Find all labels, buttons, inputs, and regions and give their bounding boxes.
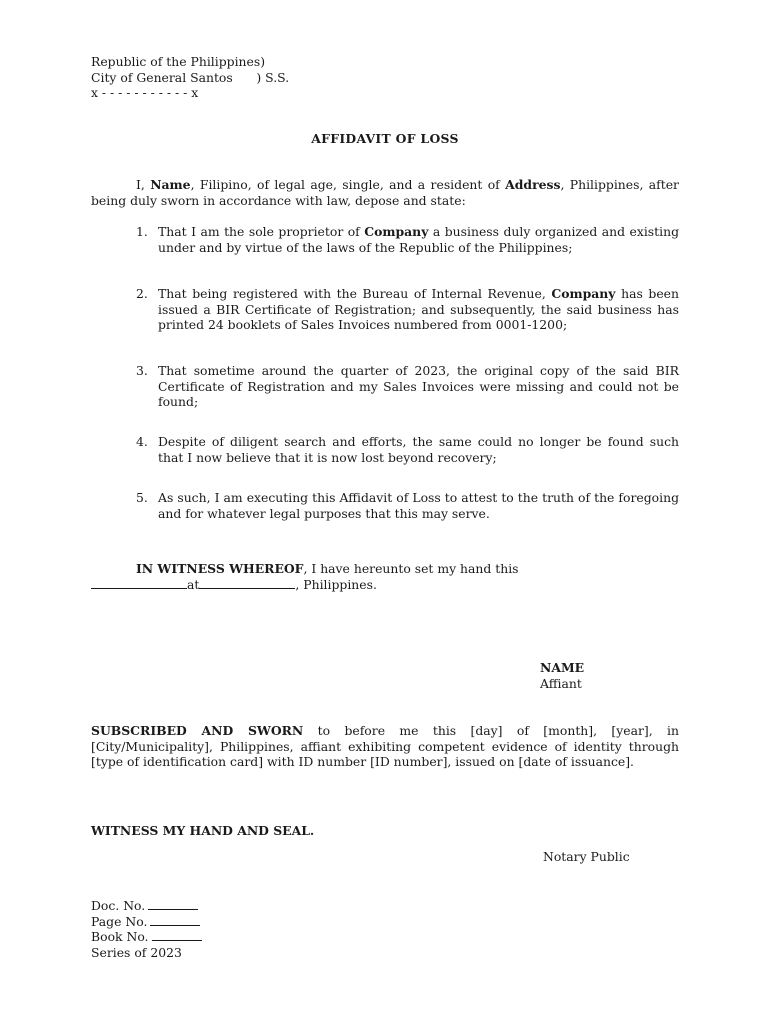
- page-number-label: Page No.: [91, 913, 148, 929]
- seal-statement: WITNESS MY HAND AND SEAL.: [91, 823, 315, 838]
- item-text: As such, I am executing this Affidavit of Loss to attest to the truth of the foregoing and for whatever legal purposes that this may serve.: [158, 490, 679, 521]
- affiant-name-field: Name: [150, 177, 191, 192]
- item-company-field: Company: [551, 286, 616, 301]
- place-blank: [199, 577, 295, 589]
- witness-paragraph: [91, 561, 679, 592]
- intro-paragraph: [91, 177, 679, 208]
- date-blank: [91, 577, 187, 589]
- affiant-address-field: Address: [505, 177, 561, 192]
- item-number: 2.: [136, 286, 148, 301]
- item-number: 5.: [136, 490, 148, 505]
- doc-number-blank: [148, 898, 198, 910]
- intro-middle: , Filipino, of legal age, single, and a resident of: [190, 177, 506, 192]
- item-text: [158, 224, 679, 255]
- book-number-blank: [152, 929, 202, 941]
- item-text: That sometime around the quarter of 2023, the original copy of the said BIR Certificate of Registration and my Sales Invoices were missing and could not be found;: [158, 363, 679, 410]
- witness-at: at: [187, 576, 200, 592]
- notarial-register: [91, 898, 202, 960]
- intro-prefix: I,: [136, 177, 151, 192]
- item-text-before: That being registered with the Bureau of Internal Revenue,: [158, 286, 552, 301]
- item-number: 4.: [136, 434, 148, 449]
- affiant-signature-block: [540, 660, 584, 691]
- caption-republic: Republic of the Philippines): [91, 54, 266, 69]
- affidavit-page: [91, 0, 679, 1024]
- page-number-blank: [150, 914, 200, 926]
- doc-number-label: Doc. No.: [91, 898, 146, 913]
- item-company-field: Company: [364, 224, 429, 239]
- jurat-text: to before me this [day] of [month], [year], in [City/Municipality], Philippines, affiant exhibiting competent evidence of identity through [type of identification card] with ID number [ID number], issued on [date of issuance].: [91, 723, 679, 770]
- item-number: 3.: [136, 363, 148, 378]
- witness-text: , I have hereunto set my hand this: [303, 561, 519, 576]
- affiant-name: NAME: [540, 660, 585, 675]
- witness-suffix: , Philippines.: [295, 576, 377, 592]
- caption-city: City of General Santos ) S.S.: [91, 69, 290, 85]
- venue-caption: [91, 54, 391, 101]
- notary-public-label: Notary Public: [543, 849, 630, 864]
- book-number-line: [91, 929, 202, 945]
- series-line: Series of 2023: [91, 944, 182, 960]
- item-text-after: a business duly organized and existing under and by virtue of the laws of the Republic of the Philippines;: [158, 224, 679, 255]
- document-title: AFFIDAVIT OF LOSS: [311, 131, 459, 146]
- intro-suffix: , Philippines, after being duly sworn in accordance with law, depose and state:: [91, 177, 679, 208]
- item-text-after: has been issued a BIR Certificate of Registration; and subsequently, the said business has printed 24 booklets of Sales Invoices numbered from 0001-1200;: [158, 286, 679, 333]
- doc-number-line: [91, 898, 202, 914]
- affiant-label: Affiant: [540, 675, 582, 691]
- item-text: [158, 286, 679, 333]
- witness-lead: IN WITNESS WHEREOF: [136, 561, 304, 576]
- caption-divider: x - - - - - - - - - - - x: [91, 85, 199, 101]
- jurat-paragraph: [91, 723, 679, 770]
- book-number-label: Book No.: [91, 929, 149, 945]
- jurat-lead: SUBSCRIBED AND SWORN: [91, 723, 304, 738]
- page-number-line: [91, 914, 202, 930]
- item-text: Despite of diligent search and efforts, the same could no longer be found such that I now believe that it is now lost beyond recovery;: [158, 434, 679, 465]
- item-number: 1.: [136, 224, 148, 239]
- item-text-before: That I am the sole proprietor of: [158, 224, 365, 239]
